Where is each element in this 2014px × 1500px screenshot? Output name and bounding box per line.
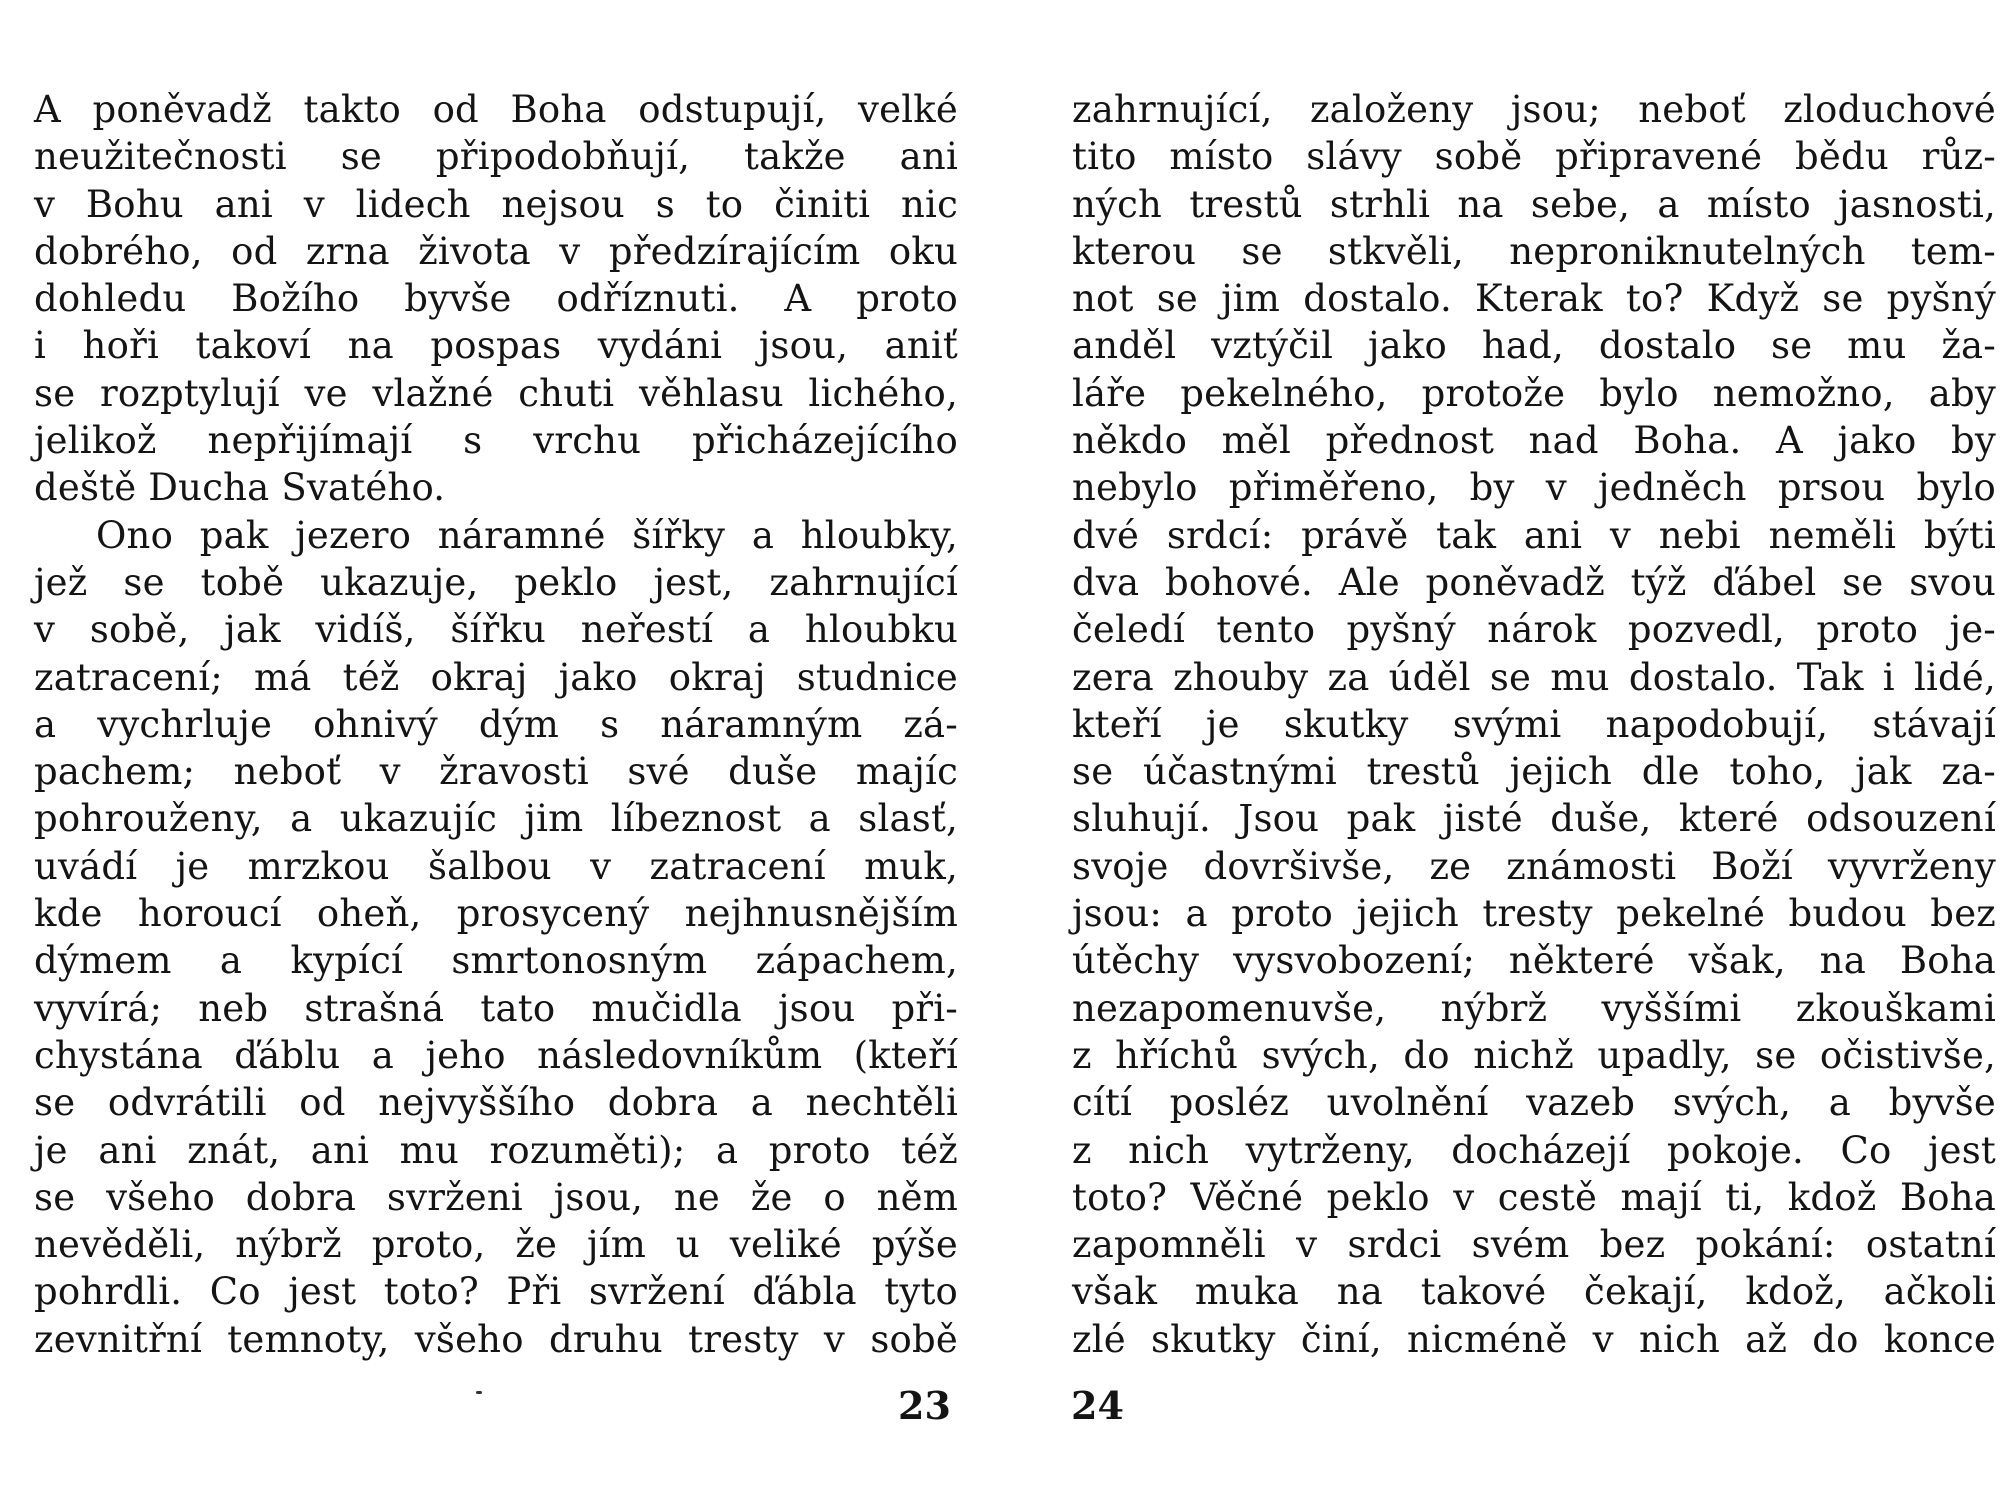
text-line: zahrnující, založeny jsou; neboť zloduchové (1072, 88, 1996, 131)
paragraph-start-line: Ono pak jezero náramné šířky a hloubky, (96, 513, 958, 557)
text-line: z hříchů svých, do nichž upadly, se očistivše, (1072, 1033, 1996, 1077)
text-line: čeledí tento pyšný nárok pozvedl, proto je- (1072, 608, 1996, 652)
text-line: nevěděli, nýbrž proto, že jím u veliké pýše (34, 1223, 958, 1267)
text-line: A poněvadž takto od Boha odstupují, velké (34, 88, 958, 131)
text-line: dobrého, od zrna života v předzírajícím oku (34, 229, 958, 273)
text-line: chystána ďáblu a jeho následovníkům (kteří (34, 1033, 958, 1077)
text-line: anděl vztýčil jako had, dostalo se mu ža- (1072, 324, 1996, 368)
text-line: v sobě, jak vidíš, šířku neřestí a hloubku (34, 608, 958, 652)
text-line: sluhují. Jsou pak jisté duše, které odsouzení (1072, 797, 1996, 841)
text-line: jež se tobě ukazuje, peklo jest, zahrnující (34, 560, 958, 604)
page-number: 23 (898, 1383, 951, 1428)
text-line: dohledu Božího byvše odříznuti. A proto (34, 277, 958, 321)
text-line: se odvrátili od nejvyššího dobra a nechtěli (34, 1081, 958, 1125)
text-line: nezapomenuvše, nýbrž vyššími zkouškami (1072, 986, 1996, 1030)
text-line: láře pekelného, protože bylo nemožno, aby (1072, 371, 1996, 415)
text-line: dva bohové. Ale poněvadž týž ďábel se svou (1072, 560, 1996, 604)
text-line: z nich vytrženy, docházejí pokoje. Co jest (1072, 1128, 1996, 1172)
text-line: jsou: a proto jejich tresty pekelné budou bez (1072, 892, 1996, 936)
right-page-text (1072, 86, 1996, 1363)
text-line: útěchy vysvobození; některé však, na Boha (1072, 939, 1996, 983)
text-line: cítí posléz uvolnění vazeb svých, a byvše (1072, 1081, 1996, 1125)
text-line: je ani znát, ani mu rozuměti); a proto též (34, 1128, 958, 1172)
text-line: zera zhouby za úděl se mu dostalo. Tak i lidé, (1072, 655, 1996, 699)
text-line: kterou se stkvěli, neproniknutelných tem- (1072, 229, 1996, 273)
text-line: i hoři takoví na pospas vydáni jsou, aniť (34, 324, 958, 368)
text-line: ných trestů strhli na sebe, a místo jasnosti, (1072, 182, 1996, 226)
text-line: zapomněli v srdci svém bez pokání: ostatní (1072, 1223, 1996, 1267)
text-line: kteří je skutky svými napodobují, stávají (1072, 702, 1996, 746)
text-line: zevnitřní temnoty, všeho druhu tresty v sobě (34, 1317, 958, 1361)
text-line: tito místo slávy sobě připravené bědu růz- (1072, 135, 1996, 179)
left-page-text (34, 86, 958, 1363)
text-line: neužitečnosti se připodobňují, takže ani (34, 135, 958, 179)
text-line: zatracení; má též okraj jako okraj studnice (34, 655, 958, 699)
text-line: a vychrluje ohnivý dým s náramným zá- (34, 702, 958, 746)
text-line: však muka na takové čekají, kdož, ačkoli (1072, 1270, 1996, 1314)
right-page (1007, 0, 2014, 1500)
page-number: 24 (1071, 1383, 1124, 1428)
text-line: svoje dovršivše, ze známosti Boží vyvrženy (1072, 844, 1996, 888)
text-line: kde horoucí oheň, prosycený nejhnusnějším (34, 892, 958, 936)
text-line: v Bohu ani v lidech nejsou s to činiti nic (34, 182, 958, 226)
text-line: toto? Věčné peklo v cestě mají ti, kdož Boha (1072, 1175, 1996, 1219)
text-line: pohrdli. Co jest toto? Při svržení ďábla tyto (34, 1270, 958, 1314)
text-line: se účastnými trestů jejich dle toho, jak za- (1072, 750, 1996, 794)
text-line: not se jim dostalo. Kterak to? Když se pyšný (1072, 277, 1996, 321)
text-line: dvé srdcí: právě tak ani v nebi neměli býti (1072, 513, 1996, 557)
text-line: někdo měl přednost nad Boha. A jako by (1072, 419, 1996, 463)
text-line: nebylo přiměřeno, by v jedněch prsou bylo (1072, 466, 1996, 510)
text-line: pohrouženy, a ukazujíc jim líbeznost a slasť, (34, 797, 958, 841)
text-line: zlé skutky činí, nicméně v nich až do konce (1072, 1317, 1996, 1361)
text-line: uvádí je mrzkou šalbou v zatracení muk, (34, 844, 958, 888)
text-line: se všeho dobra svrženi jsou, ne že o něm (34, 1175, 958, 1219)
text-line: vyvírá; neb strašná tato mučidla jsou při- (34, 986, 958, 1030)
text-line: jelikož nepřijímají s vrchu přicházejícího (34, 419, 958, 463)
text-line: pachem; neboť v žravosti své duše majíc (34, 750, 958, 794)
text-line: dýmem a kypící smrtonosným zápachem, (34, 939, 958, 983)
paragraph-end-line: deště Ducha Svatého. (34, 466, 446, 510)
print-speck (476, 1391, 482, 1394)
text-line: se rozptylují ve vlažné chuti věhlasu lichého, (34, 371, 958, 415)
